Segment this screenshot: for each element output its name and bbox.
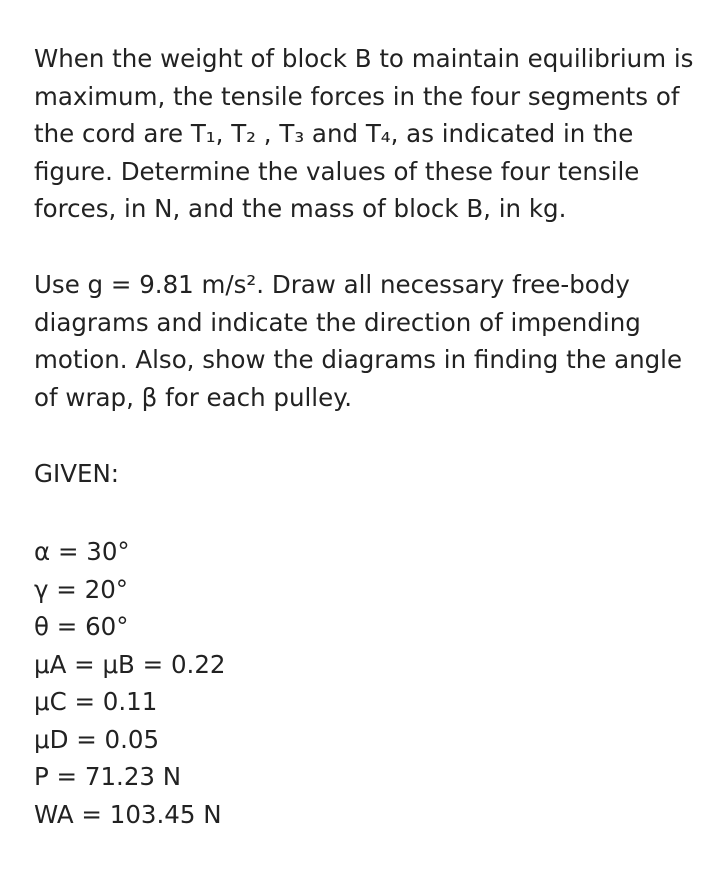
given-gamma: γ = 20° <box>34 574 129 604</box>
given-wa: WA = 103.45 N <box>34 799 222 829</box>
given-alpha: α = 30° <box>34 537 130 566</box>
given-mu-a-b: μA = μB = 0.22 <box>34 649 226 679</box>
given-values-list <box>34 533 226 833</box>
problem-paragraph-1: When the weight of block B to maintain equilibrium is maximum, the tensile forces in the four segments of the cord are T₁, T₂ , T₃ and T₄, as indicated in the figure. Determine the values of these four tensile forces, in N, and the mass of block B, in kg. <box>34 44 694 223</box>
given-theta: θ = 60° <box>34 612 129 641</box>
given-heading: GIVEN: <box>34 459 120 488</box>
given-mu-c: μC = 0.11 <box>34 687 158 716</box>
given-mu-d: μD = 0.05 <box>34 724 160 754</box>
given-p: P = 71.23 N <box>34 762 182 791</box>
problem-paragraph-2: Use g = 9.81 m/s². Draw all necessary free-body diagrams and indicate the direction of impending motion. Also, show the diagrams in finding the angle of wrap, β for each pulley. <box>34 270 683 412</box>
